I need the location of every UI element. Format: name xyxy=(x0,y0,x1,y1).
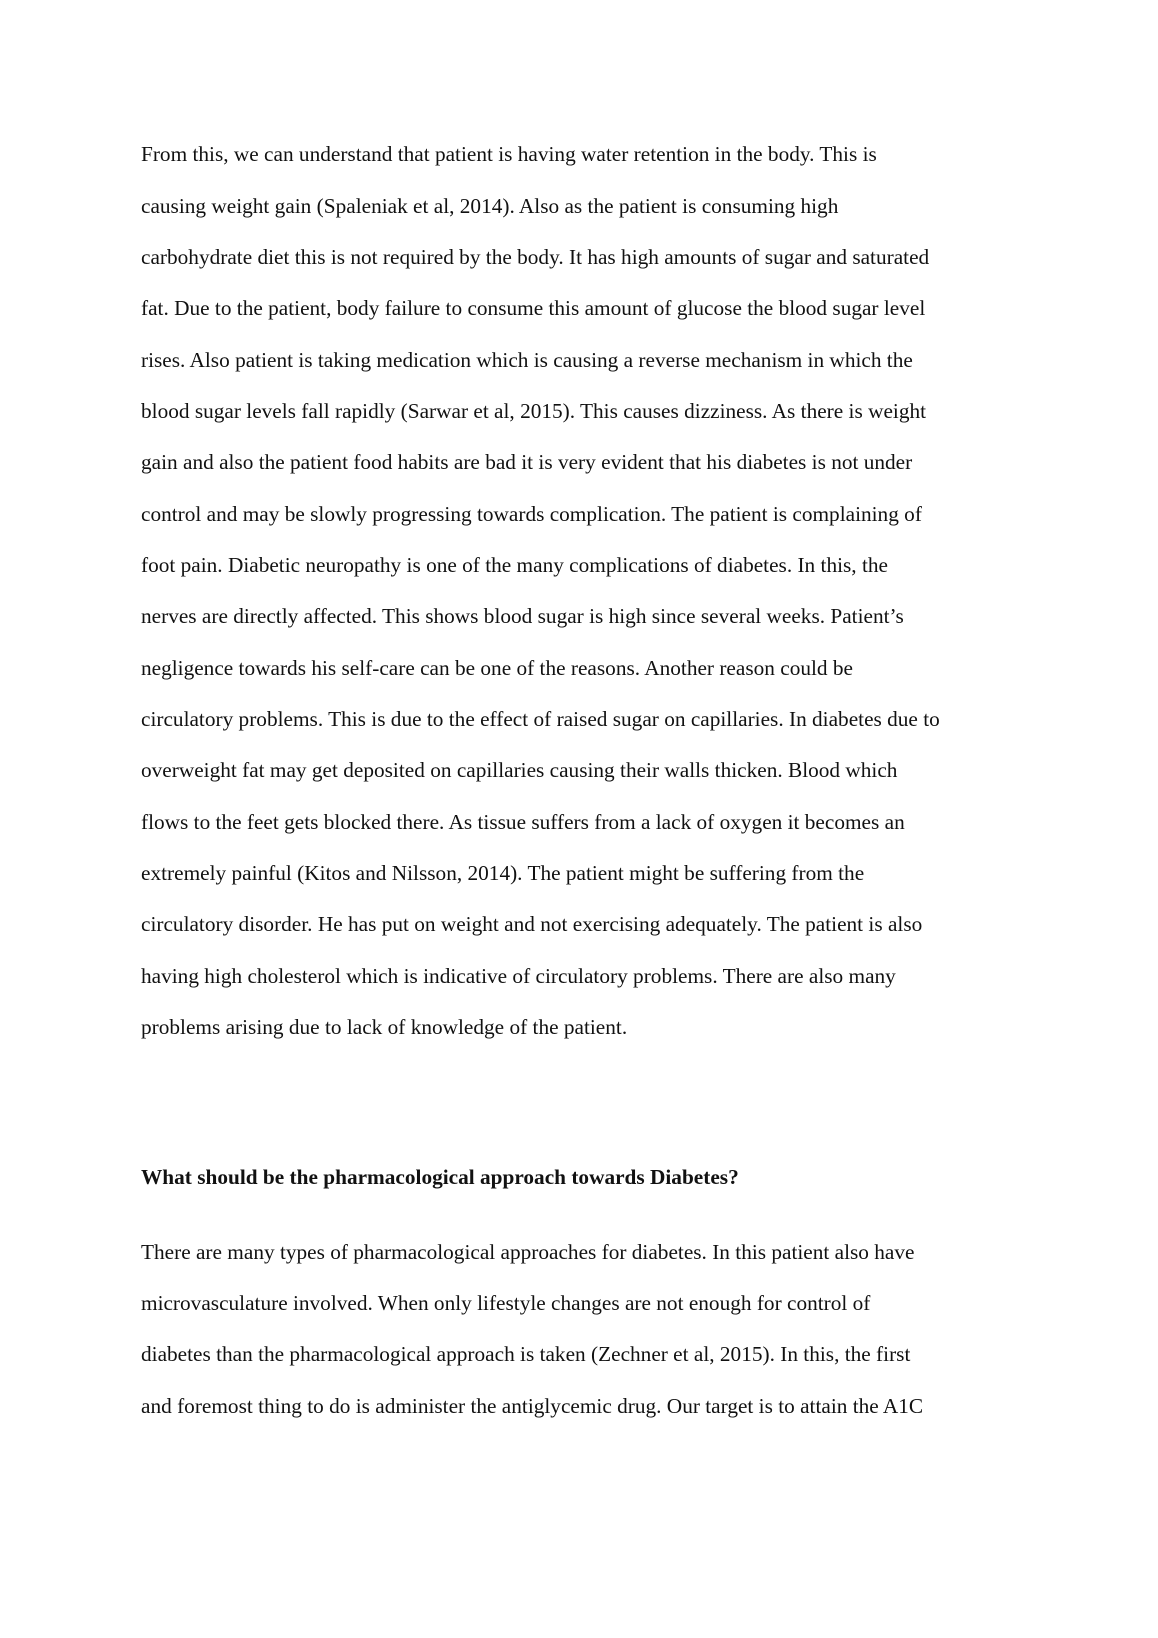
paragraph-line: circulatory disorder. He has put on weight and not exercising adequately. The patient is also xyxy=(141,912,923,936)
paragraph-line: negligence towards his self-care can be one of the reasons. Another reason could be xyxy=(141,656,853,680)
paragraph-line: overweight fat may get deposited on capillaries causing their walls thicken. Blood which xyxy=(141,758,898,782)
paragraph-line: microvasculature involved. When only lifestyle changes are not enough for control of xyxy=(141,1291,871,1315)
paragraph-line: carbohydrate diet this is not required by the body. It has high amounts of sugar and saturated xyxy=(141,245,930,269)
paragraph-line: problems arising due to lack of knowledge of the patient. xyxy=(141,1015,628,1039)
paragraph-line: There are many types of pharmacological approaches for diabetes. In this patient also have xyxy=(141,1240,915,1264)
paragraph-line: extremely painful (Kitos and Nilsson, 2014). The patient might be suffering from the xyxy=(141,861,865,885)
paragraph-line: causing weight gain (Spaleniak et al, 2014). Also as the patient is consuming high xyxy=(141,194,839,218)
paragraph-line: having high cholesterol which is indicative of circulatory problems. There are also many xyxy=(141,964,896,988)
paragraph-line: nerves are directly affected. This shows blood sugar is high since several weeks. Patient’s xyxy=(141,604,904,628)
paragraph-line: flows to the feet gets blocked there. As tissue suffers from a lack of oxygen it becomes an xyxy=(141,810,905,834)
paragraph-line: foot pain. Diabetic neuropathy is one of the many complications of diabetes. In this, the xyxy=(141,553,888,577)
paragraph-line: fat. Due to the patient, body failure to consume this amount of glucose the blood sugar level xyxy=(141,296,926,320)
paragraph-line: blood sugar levels fall rapidly (Sarwar et al, 2015). This causes dizziness. As there is weight xyxy=(141,399,927,423)
paragraph-line: and foremost thing to do is administer the antiglycemic drug. Our target is to attain the A1C xyxy=(141,1394,924,1418)
paragraph-line: From this, we can understand that patient is having water retention in the body. This is xyxy=(141,142,877,166)
paragraph-line: circulatory problems. This is due to the effect of raised sugar on capillaries. In diabetes due to xyxy=(141,707,940,731)
paragraph-line: diabetes than the pharmacological approach is taken (Zechner et al, 2015). In this, the first xyxy=(141,1342,911,1366)
paragraph-line: control and may be slowly progressing towards complication. The patient is complaining of xyxy=(141,502,922,526)
paragraph-line: rises. Also patient is taking medication which is causing a reverse mechanism in which the xyxy=(141,348,913,372)
section-heading: What should be the pharmacological approach towards Diabetes? xyxy=(141,1165,739,1189)
paragraph-line: gain and also the patient food habits are bad it is very evident that his diabetes is not under xyxy=(141,450,913,474)
